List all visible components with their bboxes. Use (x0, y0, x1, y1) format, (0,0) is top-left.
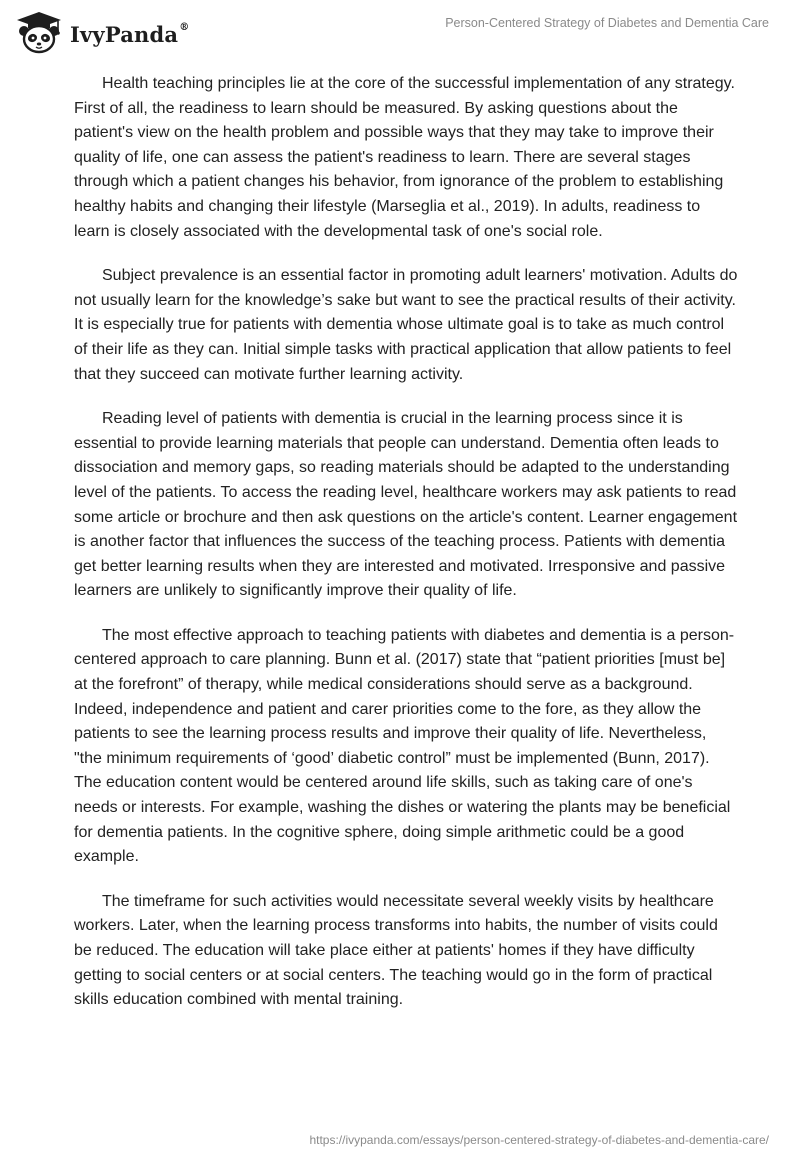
paragraph: Subject prevalence is an essential factor in promoting adult learners' motivation. Adults do not usually learn for the knowledge’s sake but want to see the practical results of their activity. It is especially true for patients with dementia whose ultimate goal is to take as much control of their life as they can. Initial simple tasks with practical application that allow patients to feel that they succeed can motivate further learning activity. (74, 267, 738, 383)
brand-name: IvyPanda® (70, 21, 190, 47)
brand-logo[interactable] (14, 10, 189, 54)
paragraph: The timeframe for such activities would necessitate several weekly visits by healthcare workers. Later, when the learning process transforms into habits, the number of visits could be reduced. The education will take place either at patients' homes if they have difficulty getting to social centers or at social centers. The teaching would go in the form of practical skills education combined with mental training. (74, 892, 718, 1009)
document-title: Person-Centered Strategy of Diabetes and Dementia Care (445, 16, 769, 30)
essay-body (74, 72, 738, 1033)
panda-graduate-icon (14, 10, 64, 54)
source-url[interactable]: https://ivypanda.com/essays/person-centered-strategy-of-diabetes-and-dementia-care/ (309, 1133, 769, 1147)
paragraph: Health teaching principles lie at the core of the successful implementation of any strategy. First of all, the readiness to learn should be measured. By asking questions about the patient's view on the health problem and possible ways that they may take to improve their quality of life, one can assess the patient's readiness to learn. There are several stages through which a patient changes his behavior, from ignorance of the problem to establishing healthy habits and changing their lifestyle (Marseglia et al., 2019). In adults, readiness to learn is closely associated with the developmental task of one's social role. (74, 75, 735, 240)
page-header (0, 0, 800, 62)
paragraph: Reading level of patients with dementia is crucial in the learning process since it is essential to provide learning materials that people can understand. Dementia often leads to dissociation and memory gaps, so reading materials should be adapted to the understanding level of the patients. To access the reading level, healthcare workers may ask patients to read some article or brochure and then ask questions on the article's content. Learner engagement is another factor that influences the success of the teaching process. Patients with dementia get better learning results when they are interested and motivated. Irresponsive and passive learners are unlikely to significantly improve their quality of life. (74, 410, 738, 600)
paragraph: The most effective approach to teaching patients with diabetes and dementia is a person-centered approach to care planning. Bunn et al. (2017) state that “patient priorities [must be] at the forefront” of therapy, while medical considerations should serve as a background. Indeed, independence and patient and carer priorities come to the fore, as they allow the patients to see the learning process results and improve their quality of life. Nevertheless, "the minimum requirements of ‘good’ diabetic control” must be implemented (Bunn, 2017). The education content would be centered around life skills, such as taking care of one's needs or interests. For example, washing the dishes or watering the plants may be beneficial for dementia patients. In the cognitive sphere, doing simple arithmetic could be a good example. (74, 626, 735, 866)
registered-mark: ® (179, 21, 190, 33)
